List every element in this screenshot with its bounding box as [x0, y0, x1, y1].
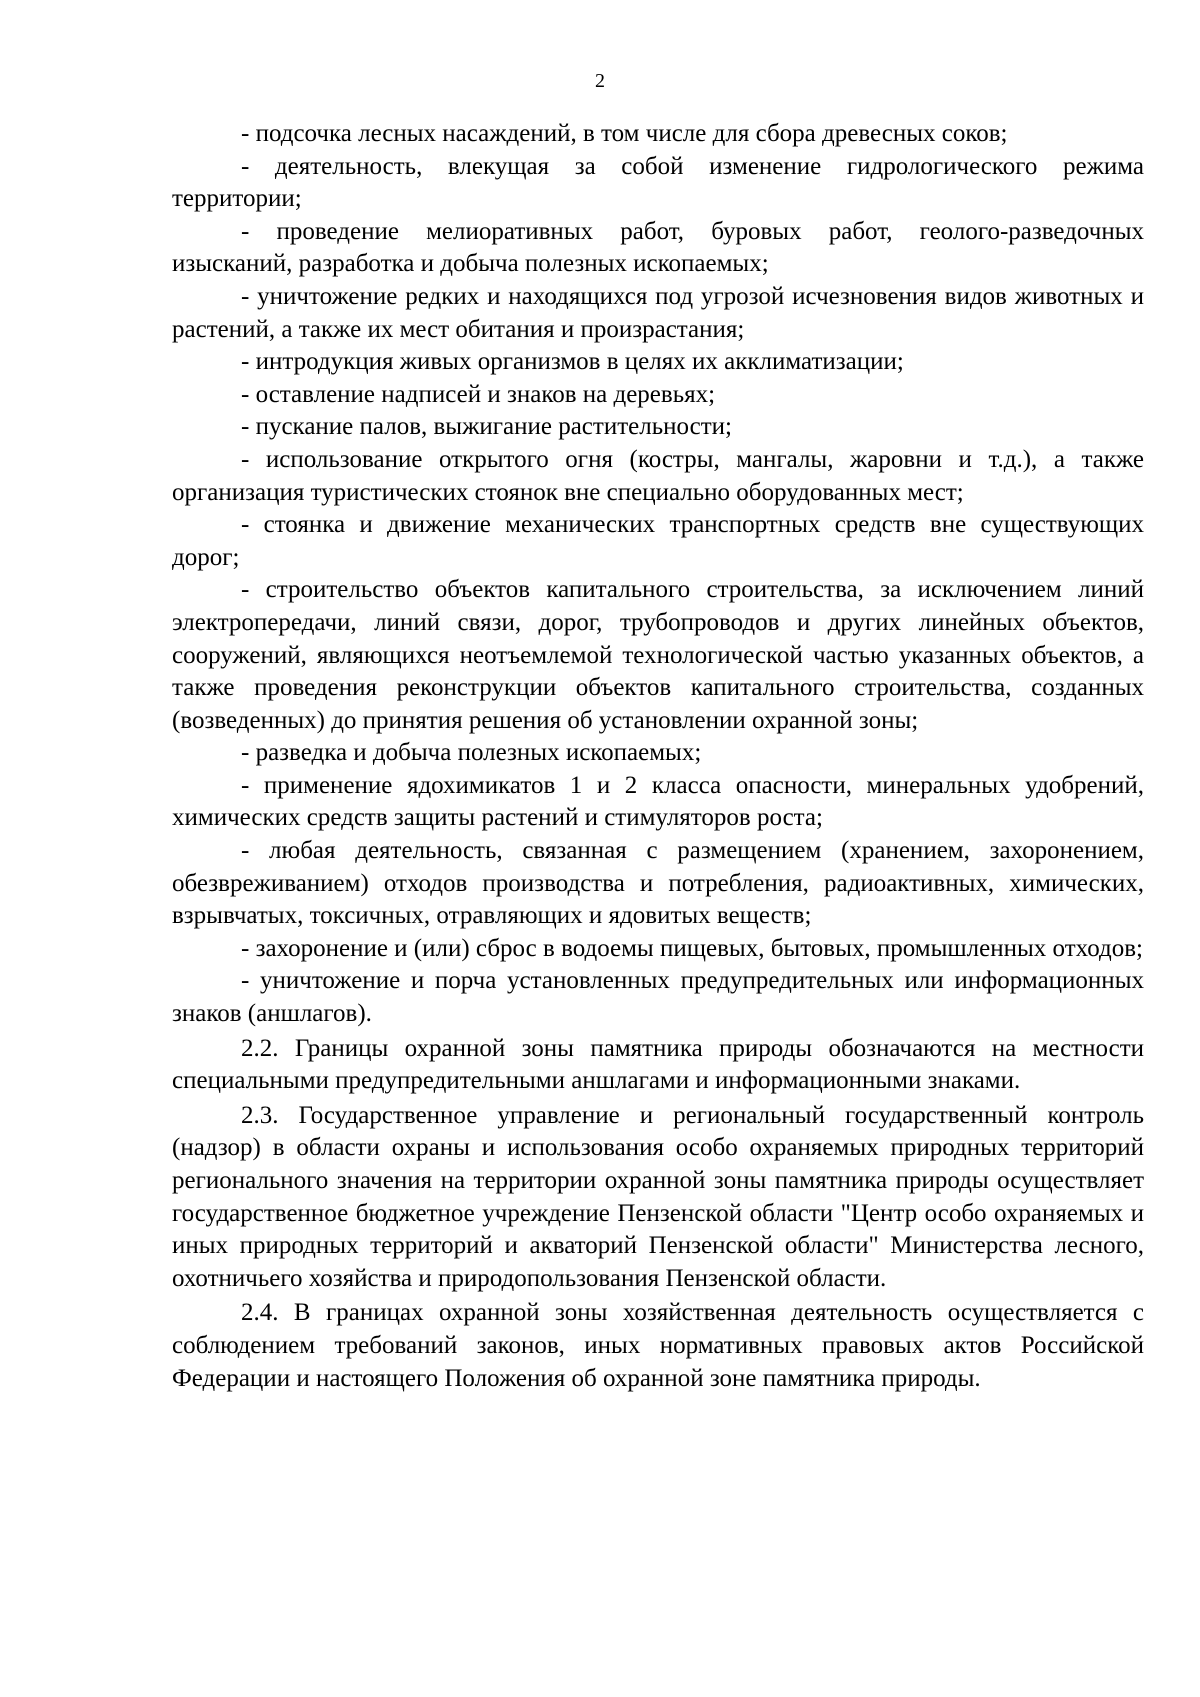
- list-item: - строительство объектов капитального строительства, за исключением линий электропередачи, линий связи, дорог, трубопроводов и других линейных объектов, сооружений, являющихся неотъемлемой технологической частью указанных объектов, а также проведения реконструкции объектов капитального строительства, созданных (возведенных) до принятия решения об установлении охранной зоны;: [172, 576, 1144, 734]
- list-item: - проведение мелиоративных работ, буровых работ, геолого-разведочных изысканий, разработка и добыча полезных ископаемых;: [172, 217, 1144, 278]
- list-item: - любая деятельность, связанная с размещением (хранением, захоронением, обезвреживанием) отходов производства и потребления, радиоактивных, химических, взрывчатых, токсичных, отравляющих и ядовитых веществ;: [172, 837, 1144, 930]
- list-item: - применение ядохимикатов 1 и 2 класса опасности, минеральных удобрений, химических средств защиты растений и стимуляторов роста;: [172, 771, 1144, 832]
- list-item: - стоянка и движение механических транспортных средств вне существующих дорог;: [172, 511, 1144, 571]
- list-item: - уничтожение редких и находящихся под угрозой исчезновения видов животных и растений, а также их мест обитания и произрастания;: [172, 282, 1144, 343]
- list-item: - интродукция живых организмов в целях их акклиматизации;: [241, 348, 904, 376]
- section-paragraph-2-2: 2.2. Границы охранной зоны памятника природы обозначаются на местности специальными предупредительными аншлагами и информационными знаками.: [172, 1034, 1144, 1095]
- list-item: - захоронение и (или) сброс в водоемы пищевых, бытовых, промышленных отходов;: [241, 934, 1143, 962]
- section-paragraph-2-3: 2.3. Государственное управление и региональный государственный контроль (надзор) в области охраны и использования особо охраняемых природных территорий регионального значения на территории охранной зоны памятника природы осуществляет государственное бюджетное учреждение Пензенской области "Центр особо охраняемых и иных природных территорий и акваторий Пензенской области" Министерства лесного, охотничьего хозяйства и природопользования Пензенской области.: [172, 1101, 1144, 1292]
- list-item: - пускание палов, выжигание растительности;: [241, 413, 732, 441]
- list-item: - разведка и добыча полезных ископаемых;: [241, 739, 702, 767]
- list-item: - оставление надписей и знаков на деревьях;: [241, 380, 716, 408]
- document-body: [172, 118, 1144, 1395]
- list-item: - подсочка лесных насаждений, в том числе для сбора древесных соков;: [241, 120, 1008, 147]
- list-item: - использование открытого огня (костры, мангалы, жаровни и т.д.), а также организация туристических стоянок вне специально оборудованных мест;: [172, 445, 1144, 506]
- page-number: 2: [595, 70, 605, 92]
- section-paragraph-2-4: 2.4. В границах охранной зоны хозяйственная деятельность осуществляется с соблюдением требований законов, иных нормативных правовых актов Российской Федерации и настоящего Положения об охранной зоне памятника природы.: [172, 1299, 1144, 1392]
- list-item: - деятельность, влекущая за собой изменение гидрологического режима территории;: [172, 152, 1144, 213]
- list-item: - уничтожение и порча установленных предупредительных или информационных знаков (аншлагов).: [172, 967, 1144, 1028]
